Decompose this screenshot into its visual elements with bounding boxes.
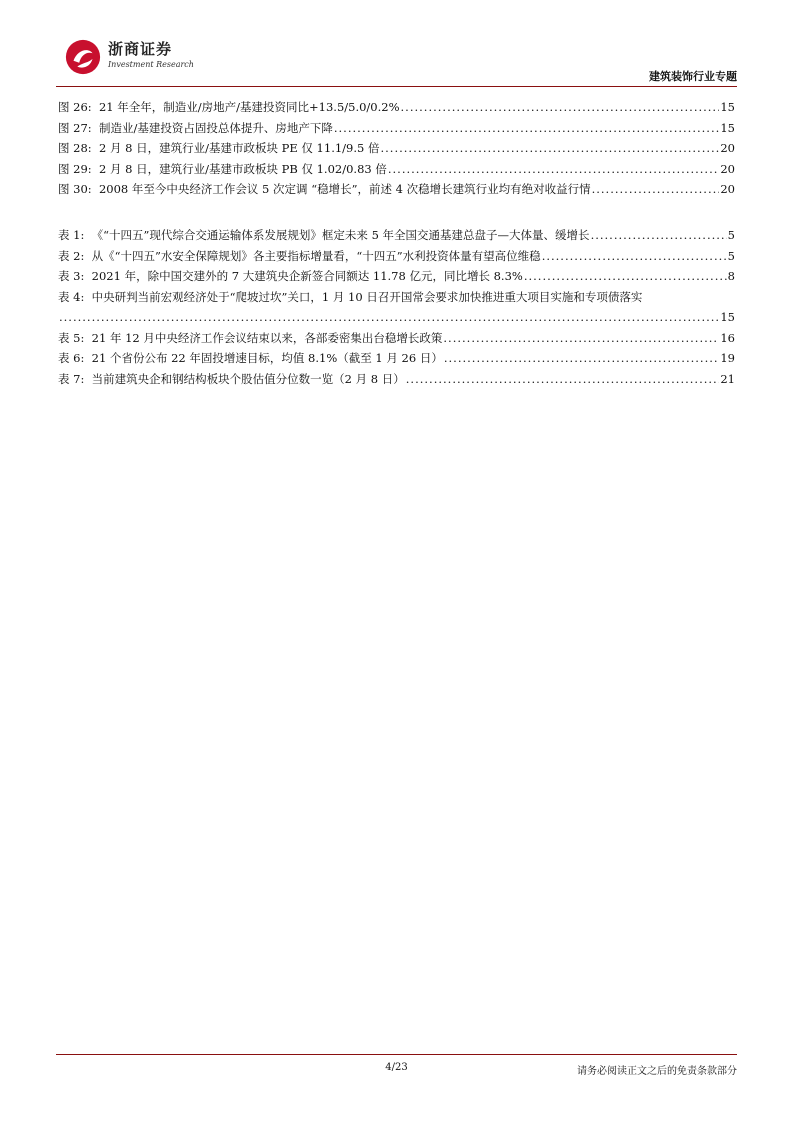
toc-entry[interactable]: [58, 348, 735, 369]
entry-title: 2 月 8 日，建筑行业/基建市政板块 PB 仅 1.02/0.83 倍: [98, 161, 387, 176]
entry-label: 图 28:: [58, 141, 92, 155]
dot-leader: [59, 307, 719, 328]
toc-entry[interactable]: [58, 225, 735, 246]
entry-page: 20: [720, 141, 735, 155]
toc-entry[interactable]: [58, 328, 735, 349]
entry-title: 制造业/基建投资占固投总体提升、房地产下降: [98, 120, 333, 135]
brand-subtitle: Investment Research: [108, 60, 194, 69]
entry-label: 表 4:: [58, 289, 85, 304]
toc-entry[interactable]: [58, 266, 735, 287]
entry-label: 表 1:: [58, 228, 85, 242]
dot-leader: [591, 225, 727, 246]
entry-label: 图 29:: [58, 161, 92, 176]
toc-entry[interactable]: [58, 179, 735, 200]
entry-label: 表 2:: [58, 248, 85, 263]
entry-page: 8: [727, 269, 735, 283]
entry-title: 《“十四五”现代综合交通运输体系发展规划》框定未来 5 年全国交通基建总盘子—大体量、缓增长: [91, 228, 590, 242]
entry-title: 2021 年，除中国交建外的 7 大建筑央企新签合同额达 11.78 亿元，同比增长 8.3%: [91, 269, 523, 283]
dot-leader: [444, 348, 720, 369]
footer-divider: [56, 1054, 737, 1055]
entry-label: 图 30:: [58, 182, 92, 196]
toc-entry[interactable]: [58, 138, 735, 159]
dot-leader: [388, 159, 720, 180]
entry-title: 当前建筑央企和钢结构板块个股估值分位数一览（2 月 8 日）: [91, 371, 405, 386]
table-list: [58, 225, 735, 389]
entry-label: 表 6:: [58, 351, 85, 365]
dot-leader: [524, 266, 727, 287]
entry-label: 表 5:: [58, 330, 85, 345]
page-header: [56, 30, 737, 88]
report-type: 建筑装饰行业专题: [649, 70, 737, 83]
brand-name: 浙商证券: [108, 40, 173, 58]
entry-title: 中央研判当前宏观经济处于“爬坡过坎”关口，1 月 10 日召开国常会要求加快推进重大项目实施和专项债落实: [91, 289, 643, 304]
toc-entry[interactable]: [58, 97, 735, 118]
entry-page: 19: [720, 351, 735, 365]
dot-leader: [406, 369, 720, 390]
dot-leader: [443, 328, 719, 349]
entry-page: 15: [720, 120, 735, 135]
entry-label: 图 26:: [58, 100, 92, 114]
dot-leader: [542, 246, 727, 267]
page-number: 4/23: [385, 1062, 408, 1073]
entry-title: 2 月 8 日，建筑行业/基建市政板块 PE 仅 11.1/9.5 倍: [98, 141, 380, 155]
entry-title: 21 年全年，制造业/房地产/基建投资同比+13.5/5.0/0.2%: [98, 100, 400, 114]
toc-entry[interactable]: [58, 118, 735, 139]
entry-title: 2008 年至今中央经济工作会议 5 次定调 “稳增长”，前述 4 次稳增长建筑行业均有绝对收益行情: [98, 182, 591, 196]
toc-entry[interactable]: [58, 369, 735, 390]
entry-title: 从《“十四五”水安全保障规划》各主要指标增量看，“十四五”水利投资体量有望高位维稳: [91, 248, 541, 263]
entry-label: 图 27:: [58, 120, 92, 135]
disclaimer-note: 请务必阅读正文之后的免责条款部分: [577, 1066, 737, 1077]
entry-title: 21 个省份公布 22 年固投增速目标，均值 8.1%（截至 1 月 26 日）: [91, 351, 443, 365]
entry-page: 5: [727, 228, 735, 242]
toc-entry[interactable]: [58, 246, 735, 267]
entry-page: 5: [727, 248, 735, 263]
entry-page: 20: [720, 182, 735, 196]
toc-entry-wrapped[interactable]: [58, 287, 735, 328]
figure-list: [58, 97, 735, 200]
dot-leader: [401, 97, 720, 118]
entry-page: 20: [720, 161, 735, 176]
entry-page: 21: [720, 371, 735, 386]
header-divider: [56, 86, 737, 87]
entry-label: 表 3:: [58, 269, 85, 283]
entry-page: 16: [720, 330, 735, 345]
toc-entry[interactable]: [58, 159, 735, 180]
zheshang-logo-icon: [64, 38, 102, 76]
dot-leader: [380, 138, 719, 159]
entry-page: 15: [720, 100, 735, 114]
entry-page: 15: [720, 310, 735, 324]
dot-leader: [334, 118, 720, 139]
entry-label: 表 7:: [58, 371, 85, 386]
entry-title: 21 年 12 月中央经济工作会议结束以来，各部委密集出台稳增长政策: [91, 330, 443, 345]
dot-leader: [592, 179, 720, 200]
